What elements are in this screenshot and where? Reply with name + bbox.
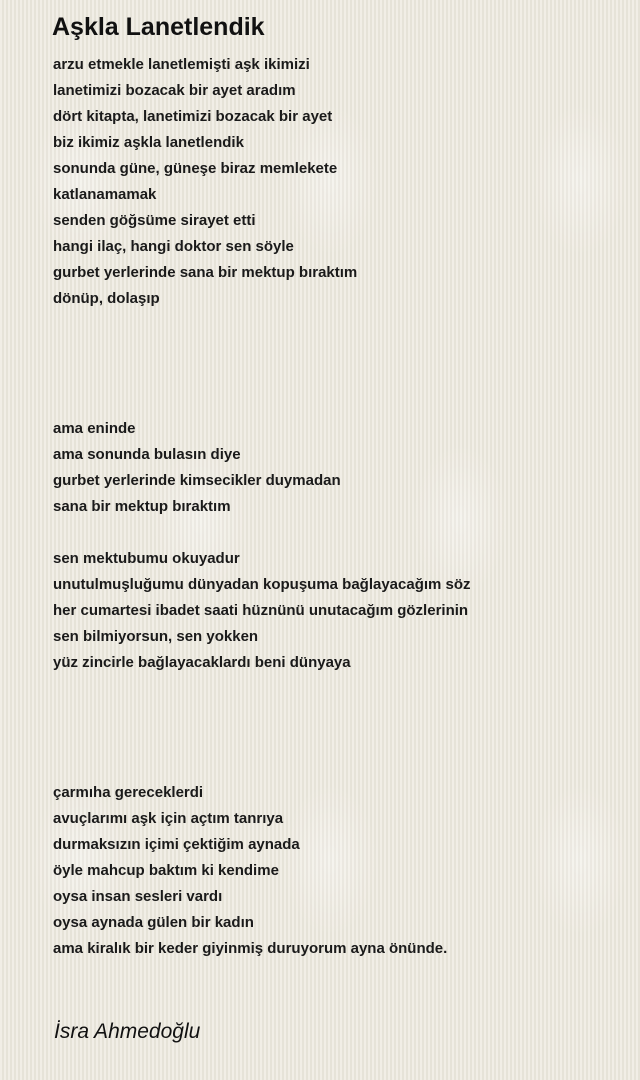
poem-line: dört kitapta, lanetimizi bozacak bir ayet	[53, 108, 333, 125]
poem-line: arzu etmekle lanetlemişti aşk ikimizi	[53, 56, 310, 73]
poem-line: senden göğsüme sirayet etti	[53, 212, 256, 229]
poem-line: sen bilmiyorsun, sen yokken	[53, 628, 259, 645]
poem-line: oysa insan sesleri vardı	[53, 888, 223, 905]
poem-line: sen mektubumu okuyadur	[53, 550, 240, 567]
poem-line: biz ikimiz aşkla lanetlendik	[53, 134, 244, 151]
poem-line: gurbet yerlerinde kimsecikler duymadan	[53, 472, 341, 489]
poem-line: oysa aynada gülen bir kadın	[53, 914, 254, 931]
poem-line: katlanamamak	[53, 186, 157, 203]
poem-line: ama kiralık bir keder giyinmiş duruyorum ayna önünde.	[53, 940, 448, 957]
poem-line: öyle mahcup baktım ki kendime	[53, 862, 279, 879]
poem-line: sana bir mektup bıraktım	[53, 498, 231, 515]
stanza-1	[53, 52, 623, 312]
stanza-3	[53, 546, 623, 676]
poem-line: hangi ilaç, hangi doktor sen söyle	[53, 238, 294, 255]
stanza-2	[53, 416, 623, 520]
poem-line: her cumartesi ibadet saati hüznünü unutacağım gözlerinin	[53, 602, 469, 619]
poem-line: unutulmuşluğumu dünyadan kopuşuma bağlayacağım söz	[53, 576, 471, 593]
poem-line: lanetimizi bozacak bir ayet aradım	[53, 82, 296, 99]
poem-title: Aşkla Lanetlendik	[52, 13, 265, 41]
poem-line: yüz zincirle bağlayacaklardı beni dünyaya	[53, 654, 351, 671]
poem-line: ama sonunda bulasın diye	[53, 446, 241, 463]
poem-body	[53, 52, 623, 962]
poem-line: avuçlarımı aşk için açtım tanrıya	[53, 810, 284, 827]
stanza-4	[53, 780, 623, 962]
poem-author: İsra Ahmedoğlu	[54, 1020, 201, 1043]
poem-line: durmaksızın içimi çektiğim aynada	[53, 836, 300, 853]
poem-line: gurbet yerlerinde sana bir mektup bıraktım	[53, 264, 358, 281]
poem-line: ama eninde	[53, 420, 136, 437]
poem-line: dönüp, dolaşıp	[53, 290, 160, 307]
poem-line: sonunda güne, güneşe biraz memlekete	[53, 160, 338, 177]
poem-line: çarmıha gereceklerdi	[53, 784, 204, 801]
